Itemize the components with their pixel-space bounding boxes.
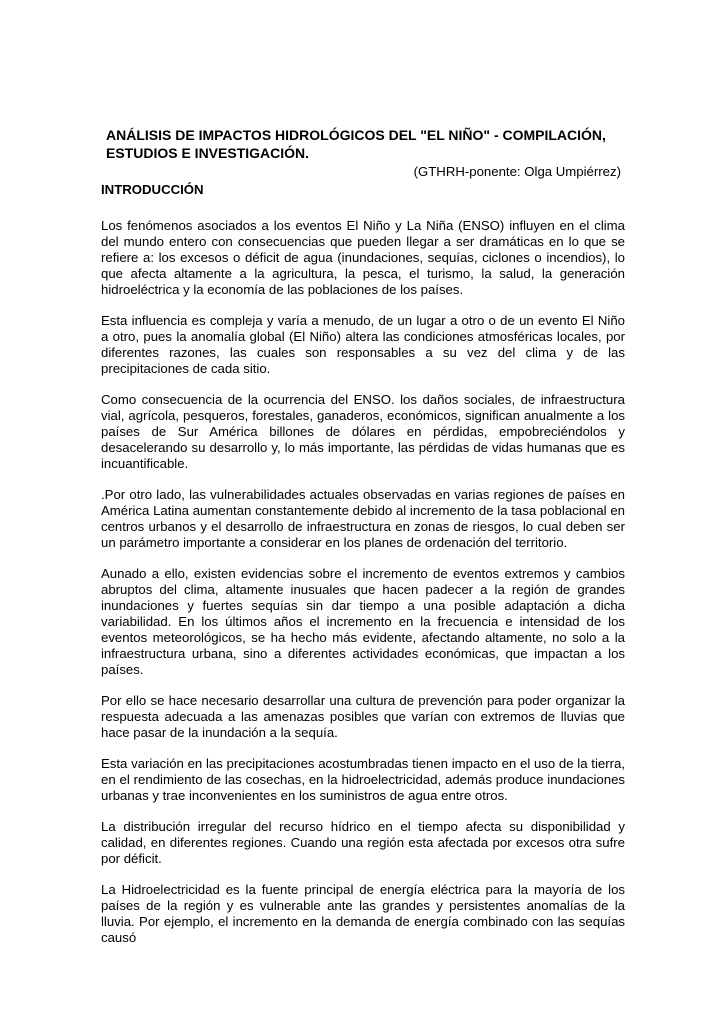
- author-byline: (GTHRH-ponente: Olga Umpiérrez): [413, 164, 621, 179]
- body-text: [101, 218, 625, 961]
- paragraph: Esta influencia es compleja y varía a menudo, de un lugar a otro o de un evento El Niño a otro, pues la anomalía global (El Niño) altera las condiciones atmosféricas locales, por diferentes razones, las cuales son responsables a su vez del clima y de las precipitaciones de cada sitio.: [101, 313, 625, 376]
- paragraph: Aunado a ello, existen evidencias sobre el incremento de eventos extremos y cambios abruptos del clima, altamente inusuales que hacen padecer a la región de grandes inundaciones y fuertes sequías sin dar tiempo a una posible adaptación a dicha variabilidad. En los últimos años el incremento en la frecuencia e intensidad de los eventos meteorológicos, se ha hecho más evidente, afectando altamente, no solo a la infraestructura urbana, sino a diferentes actividades económicas, que impactan a los países.: [101, 566, 625, 677]
- paragraph: .Por otro lado, las vulnerabilidades actuales observadas en varias regiones de países en América Latina aumentan constantemente debido al incremento de la tasa poblacional en centros urbanos y el desarrollo de infraestructura en zonas de riesgos, lo cual deben ser un parámetro importante a considerar en los planes de ordenación del territorio.: [101, 487, 625, 550]
- paragraph: Esta variación en las precipitaciones acostumbradas tienen impacto en el uso de la tierra, en el rendimiento de las cosechas, en la hidroelectricidad, además produce inundaciones urbanas y trae inconvenientes en los suministros de agua entre otros.: [101, 756, 625, 803]
- paragraph: Por ello se hace necesario desarrollar una cultura de prevención para poder organizar la respuesta adecuada a las amenazas posibles que varían con extremos de lluvias que hace pasar de la inundación a la sequía.: [101, 693, 625, 740]
- document-title: ANÁLISIS DE IMPACTOS HIDROLÓGICOS DEL "EL NIÑO" - COMPILACIÓN, ESTUDIOS E INVESTIGACIÓN.: [106, 127, 606, 161]
- paragraph: Como consecuencia de la ocurrencia del ENSO. los daños sociales, de infraestructura vial, agrícola, pesqueros, forestales, ganaderos, económicos, significan anualmente a los países de Sur América billones de dólares en pérdidas, empobreciéndolos y desacelerando su desarrollo y, lo más importante, las pérdidas de vidas humanas que es incuantificable.: [101, 392, 625, 471]
- section-heading-introduccion: INTRODUCCIÓN: [101, 182, 204, 197]
- paragraph: Los fenómenos asociados a los eventos El Niño y La Niña (ENSO) influyen en el clima del mundo entero con consecuencias que pueden llegar a ser dramáticas en lo que se refiere a: los excesos o déficit de agua (inundaciones, sequías, ciclones o incendios), lo que afecta altamente a la agricultura, la pesca, el turismo, la salud, la generación hidroeléctrica y la economía de las poblaciones de los países.: [101, 218, 625, 297]
- paragraph: La distribución irregular del recurso hídrico en el tiempo afecta su disponibilidad y calidad, en diferentes regiones. Cuando una región esta afectada por excesos otra sufre por déficit.: [101, 819, 625, 866]
- paragraph: La Hidroelectricidad es la fuente principal de energía eléctrica para la mayoría de los países de la región y es vulnerable ante las grandes y persistentes anomalías de la lluvia. Por ejemplo, el incremento en la demanda de energía combinado con las sequías causó: [101, 882, 625, 945]
